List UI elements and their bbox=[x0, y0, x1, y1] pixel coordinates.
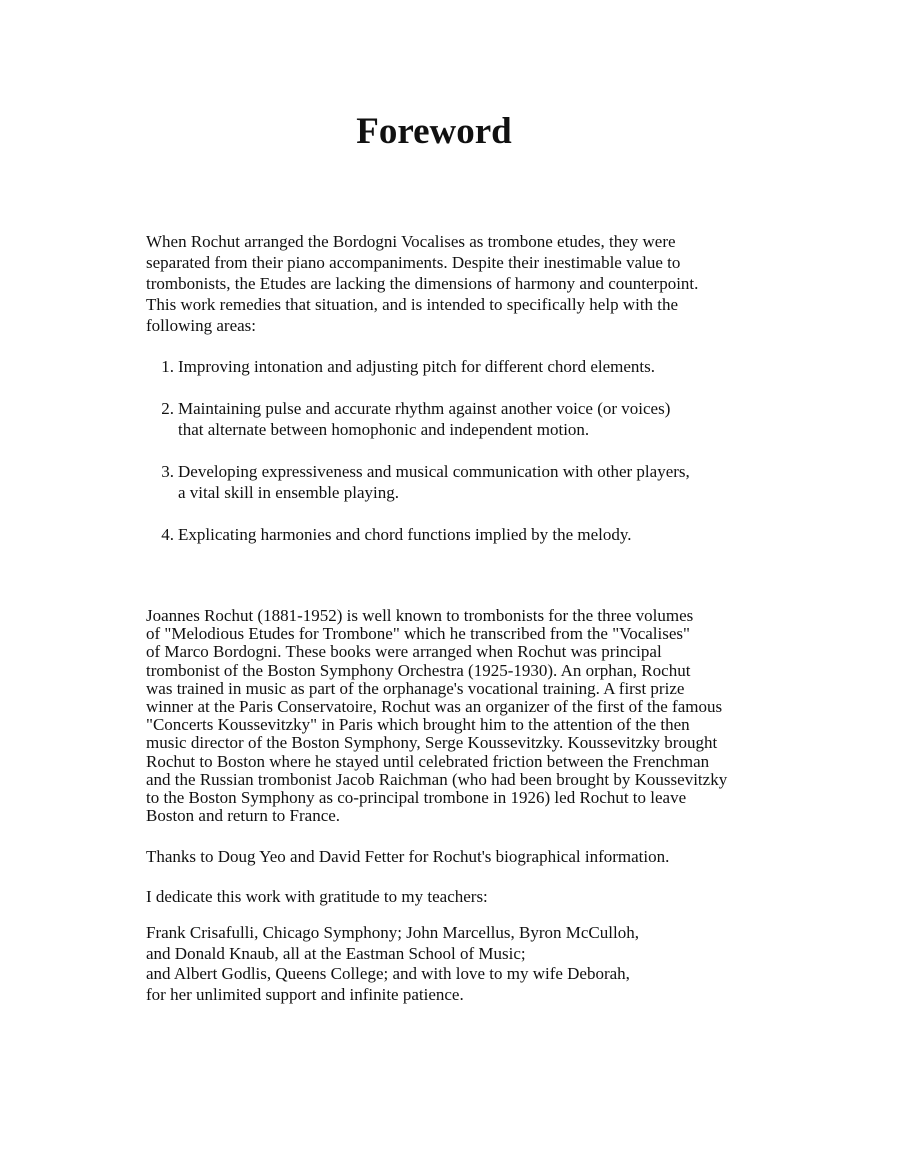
list-item-text: a vital skill in ensemble playing. bbox=[178, 483, 399, 502]
biography-line: trombonist of the Boston Symphony Orchestra (1925-1930). An orphan, Rochut bbox=[146, 660, 691, 680]
list-item bbox=[146, 524, 690, 545]
list-item bbox=[146, 356, 690, 377]
list-item-number: 4. bbox=[161, 525, 174, 544]
biography-line: of Marco Bordogni. These books were arranged when Rochut was principal bbox=[146, 642, 662, 662]
biography-paragraph bbox=[146, 607, 727, 825]
list-item-text: Improving intonation and adjusting pitch for different chord elements. bbox=[178, 357, 655, 376]
list-item-text: Maintaining pulse and accurate rhythm against another voice (or voices) bbox=[178, 399, 671, 418]
biography-line: Joannes Rochut (1881-1952) is well known to trombonists for the three volumes bbox=[146, 606, 694, 625]
intro-line: following areas: bbox=[146, 316, 256, 335]
teachers-line: and Albert Godlis, Queens College; and with love to my wife Deborah, bbox=[146, 964, 630, 983]
teachers-paragraph bbox=[146, 923, 639, 1005]
biography-line: was trained in music as part of the orphanage's vocational training. A first prize bbox=[146, 678, 685, 698]
biography-line: Boston and return to France. bbox=[146, 806, 341, 826]
intro-line: When Rochut arranged the Bordogni Vocalises as trombone etudes, they were bbox=[146, 232, 676, 251]
intro-paragraph bbox=[146, 231, 698, 336]
list-item-number: 2. bbox=[161, 399, 174, 418]
intro-line: separated from their piano accompaniments. Despite their inestimable value to bbox=[146, 253, 681, 272]
biography-line: to the Boston Symphony as co-principal trombone in 1926) led Rochut to leave bbox=[146, 788, 687, 808]
list-item-text: Explicating harmonies and chord functions implied by the melody. bbox=[178, 525, 632, 544]
areas-list bbox=[146, 356, 690, 566]
teachers-line: Frank Crisafulli, Chicago Symphony; John Marcellus, Byron McCulloh, bbox=[146, 923, 639, 942]
list-item-number: 1. bbox=[161, 357, 174, 376]
biography-line: "Concerts Koussevitzky" in Paris which brought him to the attention of the then bbox=[146, 715, 690, 735]
biography-line: Rochut to Boston where he stayed until celebrated friction between the Frenchman bbox=[146, 751, 710, 771]
list-item bbox=[146, 398, 690, 440]
teachers-line: for her unlimited support and infinite patience. bbox=[146, 984, 464, 1004]
page-title: Foreword bbox=[356, 111, 512, 152]
list-item bbox=[146, 461, 690, 503]
list-item-number: 3. bbox=[161, 462, 174, 481]
intro-line: This work remedies that situation, and is intended to specifically help with the bbox=[146, 295, 679, 314]
biography-line: and the Russian trombonist Jacob Raichman (who had been brought by Koussevitzky bbox=[146, 769, 728, 789]
thanks-paragraph: Thanks to Doug Yeo and David Fetter for Rochut's biographical information. bbox=[146, 847, 670, 866]
dedication-paragraph: I dedicate this work with gratitude to my teachers: bbox=[146, 887, 488, 906]
teachers-line: and Donald Knaub, all at the Eastman School of Music; bbox=[146, 943, 526, 963]
biography-line: music director of the Boston Symphony, Serge Koussevitzky. Koussevitzky brought bbox=[146, 733, 718, 753]
biography-line: of "Melodious Etudes for Trombone" which he transcribed from the "Vocalises" bbox=[146, 624, 690, 644]
intro-line: trombonists, the Etudes are lacking the dimensions of harmony and counterpoint. bbox=[146, 274, 699, 293]
biography-line: winner at the Paris Conservatoire, Rochut was an organizer of the first of the famous bbox=[146, 697, 723, 717]
list-item-text: that alternate between homophonic and independent motion. bbox=[178, 420, 590, 439]
list-item-text: Developing expressiveness and musical communication with other players, bbox=[178, 462, 690, 481]
